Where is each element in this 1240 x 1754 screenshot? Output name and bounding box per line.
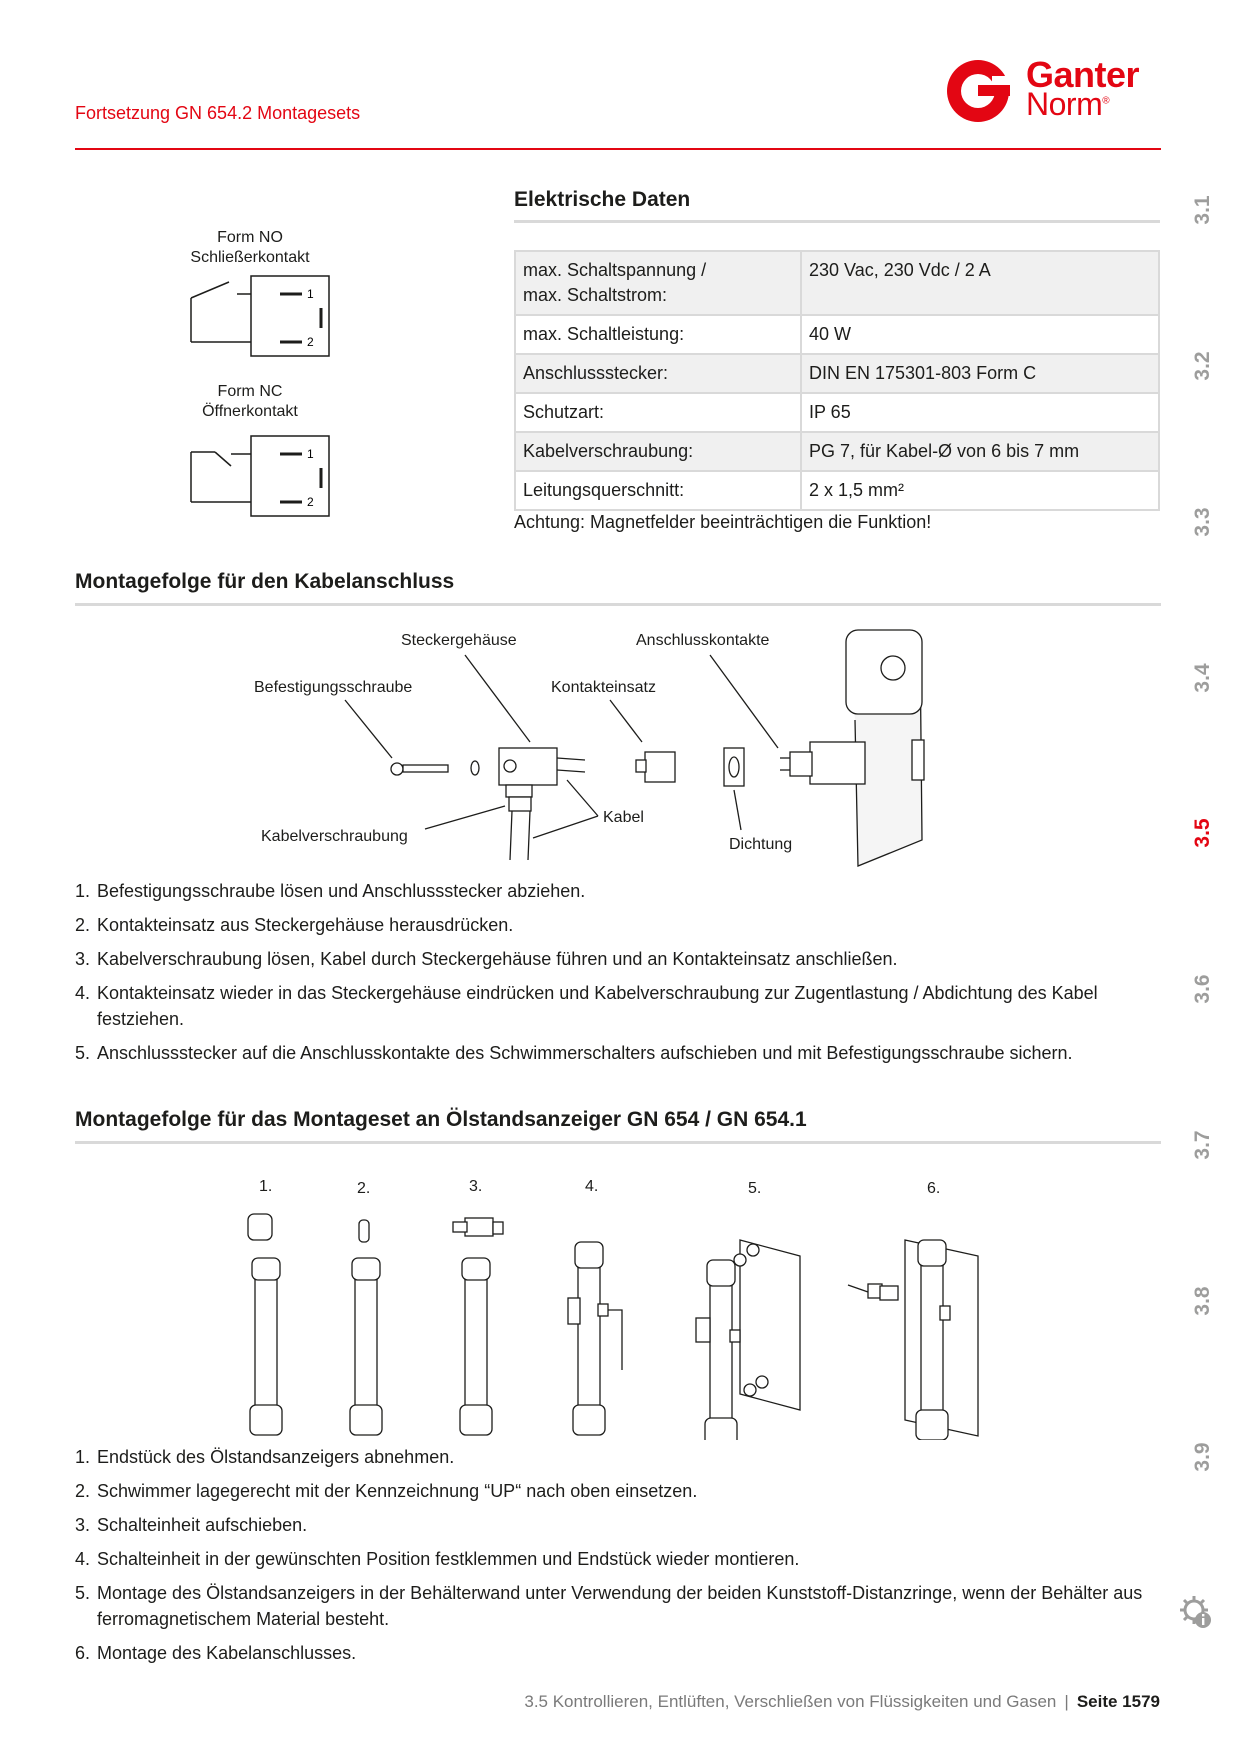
mount-sequence-diagram-icon (0, 1200, 1240, 1440)
list-item: 3. Schalteinheit aufschieben. (75, 1515, 308, 1535)
list-item: 5. Montage des Ölstandsanzeigers in der Behälterwand unter Verwendung der beiden Kunststoff-Distanzringe, wenn der Behälter aus ferromagnetischem Material besteht. (75, 1583, 1143, 1629)
table-cell-key: Schutzart: (515, 393, 801, 432)
table-cell-value: IP 65 (801, 393, 1159, 432)
footer-page-number: Seite 1579 (1076, 1692, 1160, 1711)
table-cell-key: max. Schaltspannung / max. Schaltstrom: (515, 251, 801, 315)
contact-no-title: Form NO (217, 229, 283, 246)
table-cell-value: DIN EN 175301-803 Form C (801, 354, 1159, 393)
table-cell-value: PG 7, für Kabel-Ø von 6 bis 7 mm (801, 432, 1159, 471)
label-kabelverschraubung: Kabelverschraubung (261, 828, 408, 845)
tab-3-8[interactable]: 3.8 (1191, 1286, 1214, 1316)
list-item: 2. Kontakteinsatz aus Steckergehäuse herausdrücken. (75, 915, 514, 935)
figure-number-1: 1. (259, 1178, 273, 1195)
list-item: 3. Kabelverschraubung lösen, Kabel durch Steckergehäuse führen und an Kontakteinsatz anschließen. (75, 949, 898, 969)
footer-chapter: 3.5 Kontrollieren, Entlüften, Verschließen von Flüssigkeiten und Gasen (524, 1692, 1057, 1711)
tab-3-1[interactable]: 3.1 (1191, 195, 1214, 225)
svg-text:1: 1 (307, 287, 314, 301)
tab-3-2[interactable]: 3.2 (1191, 351, 1214, 381)
table-cell-key: Kabelverschraubung: (515, 432, 801, 471)
tab-3-4[interactable]: 3.4 (1191, 663, 1214, 693)
table-cell-value: 2 x 1,5 mm² (801, 471, 1159, 510)
tab-3-3[interactable]: 3.3 (1191, 507, 1214, 537)
svg-text:2: 2 (307, 335, 314, 349)
label-kabel: Kabel (603, 809, 644, 826)
mount-steps-list (75, 1444, 1165, 1674)
cable-section-title: Montagefolge für den Kabelanschluss (75, 570, 455, 593)
tab-3-6[interactable]: 3.6 (1191, 974, 1214, 1004)
table-cell-key: Anschlussstecker: (515, 354, 801, 393)
tab-3-5[interactable]: 3.5 (1191, 818, 1214, 848)
cable-steps-list (75, 878, 1165, 1074)
figure-number-6: 6. (927, 1180, 941, 1197)
label-anschlusskontakte: Anschlusskontakte (636, 632, 770, 649)
footer (524, 1692, 1160, 1712)
tab-3-7[interactable]: 3.7 (1191, 1130, 1214, 1160)
table-cell-key: max. Schaltleistung: (515, 315, 801, 354)
table-cell-value: 40 W (801, 315, 1159, 354)
figure-number-2: 2. (357, 1180, 371, 1197)
contact-nc-title: Form NC (217, 383, 283, 400)
logo-text-ganter: Ganter (1026, 54, 1140, 95)
list-item: 6. Montage des Kabelanschlusses. (75, 1643, 357, 1663)
svg-text:1: 1 (307, 447, 314, 461)
footer-separator: | (1064, 1692, 1069, 1711)
figure-number-5: 5. (748, 1180, 762, 1197)
tab-3-9[interactable]: 3.9 (1191, 1442, 1214, 1472)
label-befestigungsschraube: Befestigungsschraube (254, 679, 413, 696)
svg-text:2: 2 (307, 495, 314, 509)
label-kontakteinsatz: Kontakteinsatz (551, 679, 656, 696)
list-item: 4. Schalteinheit in der gewünschten Position festklemmen und Endstück wieder montieren. (75, 1549, 800, 1569)
figure-number-3: 3. (469, 1178, 483, 1195)
contact-no-subtitle: Schließerkontakt (190, 249, 310, 266)
figure-number-4: 4. (585, 1178, 599, 1195)
list-item: 4. Kontakteinsatz wieder in das Steckergehäuse eindrücken und Kabelverschraubung zur Zugentlastung / Abdichtung des Kabel festziehen. (75, 983, 1098, 1029)
table-cell-value: 230 Vac, 230 Vdc / 2 A (801, 251, 1159, 315)
electrical-title: Elektrische Daten (514, 188, 691, 211)
table-cell-key: Leitungsquerschnitt: (515, 471, 801, 510)
contact-nc-subtitle: Öffnerkontakt (202, 403, 298, 420)
list-item: 1. Befestigungsschraube lösen und Anschlussstecker abziehen. (75, 881, 586, 901)
mount-section-title: Montagefolge für das Montageset an Ölstandsanzeiger GN 654 / GN 654.1 (75, 1108, 807, 1131)
label-dichtung: Dichtung (729, 836, 793, 853)
mount-section-rule (75, 1141, 1161, 1144)
list-item: 2. Schwimmer lagegerecht mit der Kennzeichnung “UP“ nach oben einsetzen. (75, 1481, 698, 1501)
label-steckergehaeuse: Steckergehäuse (401, 632, 517, 649)
gear-info-icon[interactable] (1176, 1592, 1216, 1632)
warning-note: Achtung: Magnetfelder beeinträchtigen die Funktion! (514, 512, 932, 532)
list-item: 1. Endstück des Ölstandsanzeigers abnehmen. (75, 1447, 455, 1467)
logo-text-norm: Norm® (1026, 86, 1110, 122)
list-item: 5. Anschlussstecker auf die Anschlusskontakte des Schwimmerschalters aufschieben und mit Befestigungsschraube sichern. (75, 1043, 1073, 1063)
header-subtitle: Fortsetzung GN 654.2 Montagesets (75, 103, 361, 123)
